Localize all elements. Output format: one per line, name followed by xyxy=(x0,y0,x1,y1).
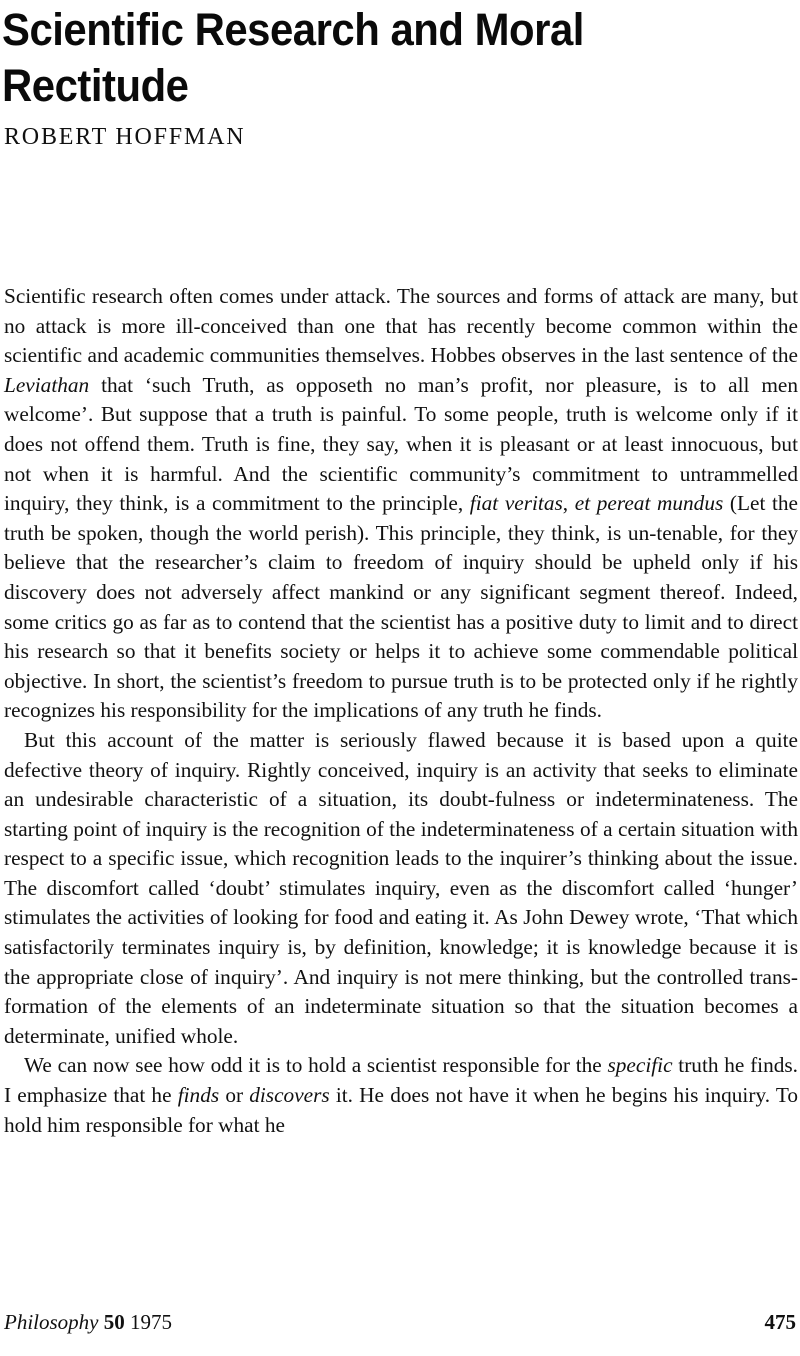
italic-text: specific xyxy=(607,1053,673,1078)
italic-text: et pereat mundus xyxy=(574,491,724,516)
text-run: truth he finds. I emphasize that he xyxy=(4,1053,798,1108)
paragraph-2 xyxy=(4,726,798,1052)
page-footer xyxy=(4,1310,796,1335)
journal-year: 1975 xyxy=(130,1310,172,1334)
text-run: or xyxy=(219,1083,250,1108)
author-name: ROBERT HOFFMAN xyxy=(4,124,246,150)
paragraph-1 xyxy=(4,282,798,726)
title-line-1: Scientific Research and Moral xyxy=(2,4,584,55)
text-run: (Let the truth be spoken, though the world perish). This principle, they think, is un-tenable, for they believe that the researcher’s claim to freedom of inquiry should be upheld only if his discovery does not adversely affect mankind or any significant segment thereof. Indeed, some critics go as far as to contend that the scientist has a positive duty to limit and to direct his research so that it benefits society or helps it to achieve some commendable political objective. In short, the scientist’s freedom to pursue truth is to be protected only if he rightly recognizes his responsibility for the implications of any truth he finds. xyxy=(4,491,799,723)
journal-name: Philosophy xyxy=(4,1310,99,1334)
title-line-2: Rectitude xyxy=(2,60,189,111)
text-run: that ‘such Truth, as opposeth no man’s profit, nor pleasure, is to all men welcome’. But suppose that a truth is painful. To some people, truth is welcome only if it does not offend them. Truth is fine, they say, when it is pleasant or at least innocuous, but not when it is harmful. And the scientific community’s commitment to untrammelled inquiry, they think, is a commitment to the principle, xyxy=(4,372,798,516)
page-number: 475 xyxy=(764,1310,796,1334)
article-title xyxy=(2,2,737,114)
journal-volume: 50 xyxy=(103,1310,125,1334)
article-body xyxy=(4,282,798,1140)
text-run: it. He does not have it when he begins his inquiry. To hold him responsible for what he xyxy=(4,1083,798,1137)
italic-text: finds xyxy=(177,1083,220,1108)
journal-citation xyxy=(4,1310,172,1335)
italic-text: discovers xyxy=(249,1083,330,1108)
italic-text: Leviathan xyxy=(4,372,90,397)
italic-text: fiat veritas xyxy=(469,491,563,516)
text-run: Scientific research often comes under attack. The sources and forms of attack are many, but no attack is more ill-conceived than one that has recently become common within the scientific and academic communities themselves. Hobbes observes in the last sentence of the xyxy=(4,284,798,368)
text-run: , xyxy=(562,491,575,516)
text-run: But this account of the matter is seriously flawed because it is based upon a quite defective theory of inquiry. Rightly conceived, inquiry is an activity that seeks to eliminate an undesirable characteristic of a situation, its doubt-fulness or indeterminateness. The starting point of inquiry is the recognition of the indeterminateness of a certain situation with respect to a specific issue, which recognition leads to the inquirer’s thinking about the issue. The discomfort called ‘doubt’ stimulates inquiry, even as the discomfort called ‘hunger’ stimulates the activities of looking for food and eating it. As John Dewey wrote, ‘That which satisfactorily terminates inquiry is, by definition, knowledge; it is knowledge because it is the appropriate close of inquiry’. And inquiry is not mere thinking, but the controlled trans-formation of the elements of an indeterminate situation so that the situation becomes a determinate, unified whole. xyxy=(4,727,798,1048)
text-run: We can now see how odd it is to hold a scientist responsible for the xyxy=(24,1053,608,1078)
paragraph-3 xyxy=(4,1051,798,1140)
